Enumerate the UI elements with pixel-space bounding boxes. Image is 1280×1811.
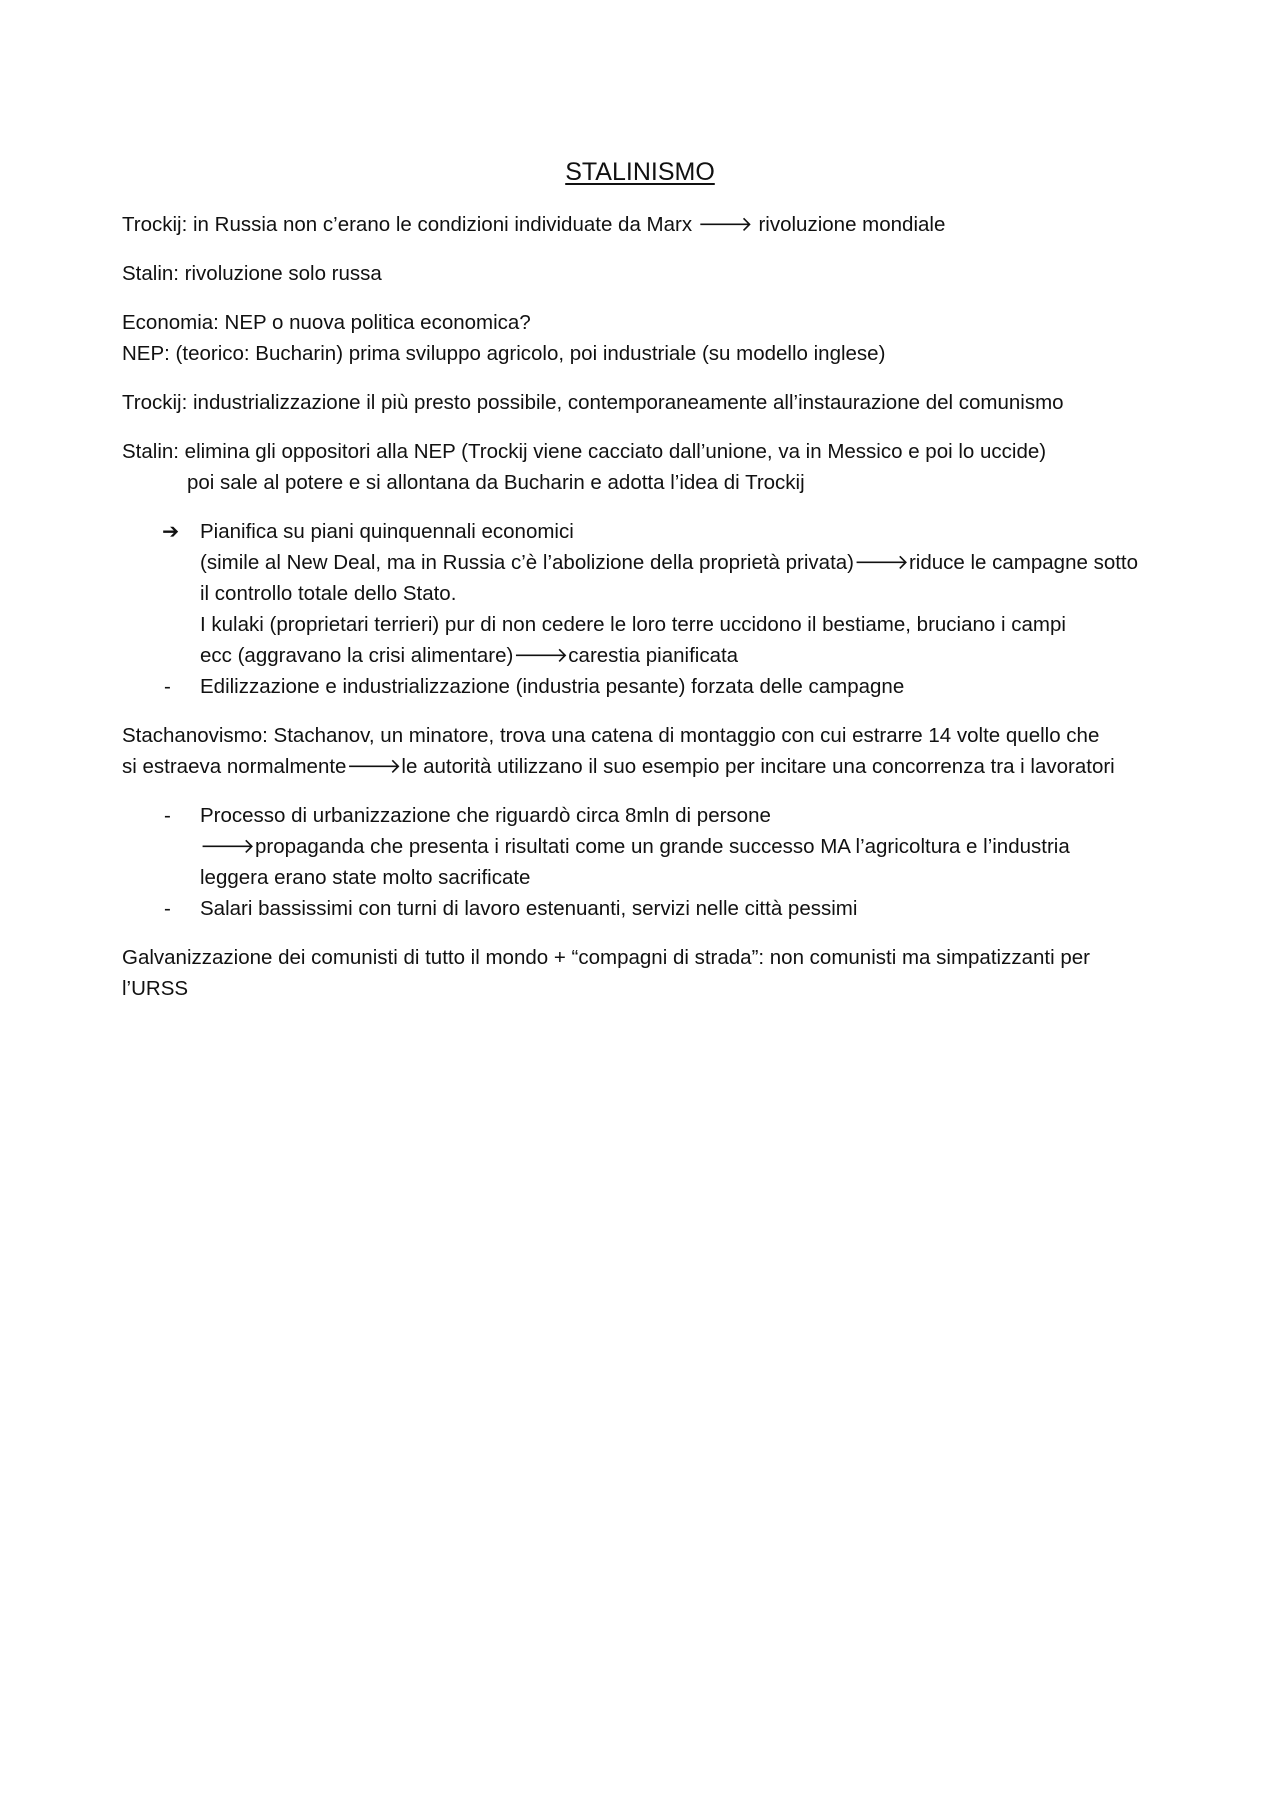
text-line: Pianifica su piani quinquennali economici: [200, 520, 574, 543]
text-line: il controllo totale dello Stato.: [200, 582, 457, 605]
text-line: Stachanovismo: Stachanov, un minatore, trova una catena di montaggio con cui estrarre 14 volte quello che: [122, 724, 1100, 747]
text-line: Edilizzazione e industrializzazione (industria pesante) forzata delle campagne: [200, 675, 905, 698]
dash-bullet: -: [164, 897, 171, 920]
paragraph-stachanovismo: [122, 720, 1172, 782]
list-item: [122, 671, 1172, 702]
dash-bullet: -: [164, 804, 171, 827]
text-line: 🡒propaganda che presenta i risultati come un grande successo MA l’agricoltura e l’industria: [200, 835, 1070, 858]
text-line: l’URSS: [122, 977, 189, 1000]
list-item: [122, 800, 1172, 893]
text-line: Economia: NEP o nuova politica economica?: [122, 311, 531, 334]
paragraph-economia-nep: [122, 307, 1172, 369]
list-item: [122, 893, 1172, 924]
text-line: Stalin: rivoluzione solo russa: [122, 262, 382, 285]
text-line: NEP: (teorico: Bucharin) prima sviluppo agricolo, poi industriale (su modello inglese): [122, 342, 886, 365]
list-piani-quinquennali: [122, 516, 1172, 702]
text-line-indented: poi sale al potere e si allontana da Bucharin e adotta l’idea di Trockij: [187, 471, 805, 494]
document-body: [122, 209, 1172, 1022]
paragraph-trockij-marx: [122, 209, 1172, 240]
text-line: Trockij: in Russia non c’erano le condizioni individuate da Marx 🡒 rivoluzione mondiale: [122, 213, 946, 236]
paragraph-stalin-rivoluzione: [122, 258, 1172, 289]
text-line: Trockij: industrializzazione il più presto possibile, contemporaneamente all’instaurazione del comunismo: [122, 391, 1064, 414]
text-line: Salari bassissimi con turni di lavoro estenuanti, servizi nelle città pessimi: [200, 897, 858, 920]
text-line: leggera erano state molto sacrificate: [200, 866, 531, 889]
text-line: Stalin: elimina gli oppositori alla NEP (Trockij viene cacciato dall’unione, va in Messico e poi lo uccide): [122, 440, 1047, 463]
list-item: [122, 516, 1172, 671]
text-line: si estraeva normalmente🡒le autorità utilizzano il suo esempio per incitare una concorrenza tra i lavoratori: [122, 755, 1115, 778]
text-line: I kulaki (proprietari terrieri) pur di non cedere le loro terre uccidono il bestiame, bruciano i campi: [200, 613, 1066, 636]
arrow-right-icon: ➔: [162, 520, 180, 543]
text-line: Galvanizzazione dei comunisti di tutto il mondo + “compagni di strada”: non comunisti ma simpatizzanti per: [122, 946, 1090, 969]
paragraph-trockij-industrializzazione: [122, 387, 1172, 418]
paragraph-galvanizzazione: [122, 942, 1172, 1004]
text-line: ecc (aggravano la crisi alimentare)🡒carestia pianificata: [200, 644, 739, 667]
list-urbanizzazione: [122, 800, 1172, 924]
page-title: STALINISMO: [565, 158, 715, 186]
text-line: (simile al New Deal, ma in Russia c’è l’abolizione della proprietà privata)🡒riduce le campagne sotto: [200, 551, 1139, 574]
text-line: Processo di urbanizzazione che riguardò circa 8mln di persone: [200, 804, 771, 827]
paragraph-stalin-oppositori: [122, 436, 1172, 498]
dash-bullet: -: [164, 675, 171, 698]
